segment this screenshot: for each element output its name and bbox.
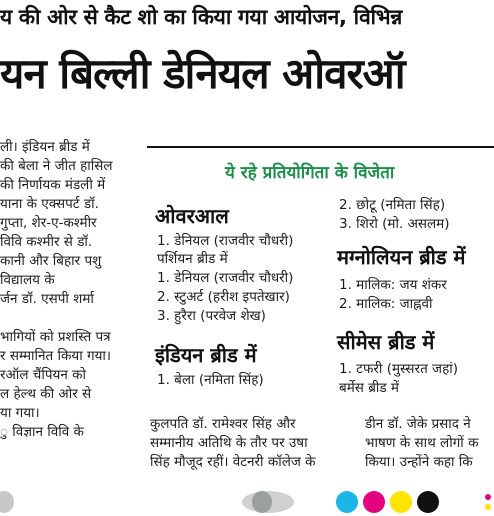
mini-dot (485, 494, 491, 500)
text-line: याना के एक्सपर्ट डॉ. (0, 196, 99, 212)
text-line: की बेला ने जीत हासिल (0, 158, 113, 174)
mongolian-heading: मग्नोलियन ब्रीड में (337, 245, 466, 269)
black-swatch (417, 491, 439, 513)
yellow-swatch (390, 491, 412, 513)
text-line: र्जन डॉ. एसपी शर्मा (0, 291, 94, 307)
overall-heading: ओवरआल (155, 204, 229, 228)
text-line: सिंह मौजूद रहीं। वेटनरी कॉलेज के (150, 454, 316, 470)
overall-item: 1. डेनियल (राजवीर चौधरी) (157, 233, 294, 249)
text-line: गुप्ता, शेर-ए-कश्मीर (0, 215, 97, 231)
text-line: सम्मानीय अतिथि के तौर पर उषा (150, 435, 308, 451)
persian-label: पर्शियन ब्रीड में (157, 251, 228, 267)
registration-mark (252, 491, 272, 513)
text-line: विवि कश्मीर से डॉ. (0, 234, 93, 250)
text-line: रऑल चैंपियन को (0, 367, 86, 383)
kicker-headline: य की ओर से कैट शो का किया गया आयोजन, विभिन्न (0, 5, 403, 29)
persian-item: 1. डेनियल (राजवीर चौधरी) (157, 270, 294, 286)
bottom-right-column (365, 415, 478, 472)
text-line: र सम्मानित किया गया। (0, 348, 112, 364)
cyan-swatch (336, 491, 358, 513)
text-line (0, 309, 113, 328)
winners-box-title: ये रहे प्रतियोगिता के विजेता (225, 163, 395, 183)
text-line: की निर्णायक मंडली में (0, 177, 106, 193)
mini-dot (485, 504, 491, 510)
text-line: किया। उन्होंने कहा कि (365, 454, 473, 470)
text-line: या गया। (0, 405, 40, 421)
siamese-heading: सीमेस ब्रीड में (337, 330, 435, 354)
siamese-item: 1. टफरी (मुस्सरत जहां) (339, 361, 459, 377)
text-line: ली। इंडियन ब्रीड में (0, 139, 90, 155)
indian-item: 1. बेला (नमिता सिंह) (157, 372, 264, 388)
text-line: कानी और बिहार पशु (0, 253, 102, 269)
bottom-middle-column (150, 415, 316, 472)
persian-item: 2. स्टुअर्ट (हरीश इपतेखार) (157, 289, 290, 305)
text-line: डीन डॉ. जेके प्रसाद ने (365, 416, 471, 432)
burmese-label: बर्मेस ब्रीड में (339, 380, 399, 396)
winners-box (147, 146, 494, 398)
left-article-column (0, 138, 113, 442)
text-line: ल हेल्थ की ओर से (0, 386, 92, 402)
text-line: भाषण के साथ लोगों क (365, 435, 479, 451)
text-line: कुलपति डॉ. रामेश्वर सिंह और (150, 416, 296, 432)
indian-heading: इंडियन ब्रीड में (155, 343, 257, 367)
right-list-item: 3. शिरो (मो. असलम) (339, 216, 450, 232)
main-headline: यन बिल्ली डेनियल ओवरऑ (0, 49, 405, 98)
right-list-item: 2. छोटू (नमिता सिंह) (339, 197, 446, 213)
print-color-bar (0, 488, 494, 516)
text-line: भागियों को प्रशस्ति पत्र (0, 329, 111, 345)
magenta-swatch (363, 491, 385, 513)
text-line: ु विज्ञान विवि के (0, 424, 84, 440)
text-line: विद्यालय के (0, 272, 55, 288)
mongolian-item: 1. मालिक: जय शंकर (339, 277, 447, 293)
mongolian-item: 2. मालिक: जाह्नवी (339, 296, 433, 312)
persian-item: 3. हुरैरा (परवेज शेख) (157, 308, 266, 324)
